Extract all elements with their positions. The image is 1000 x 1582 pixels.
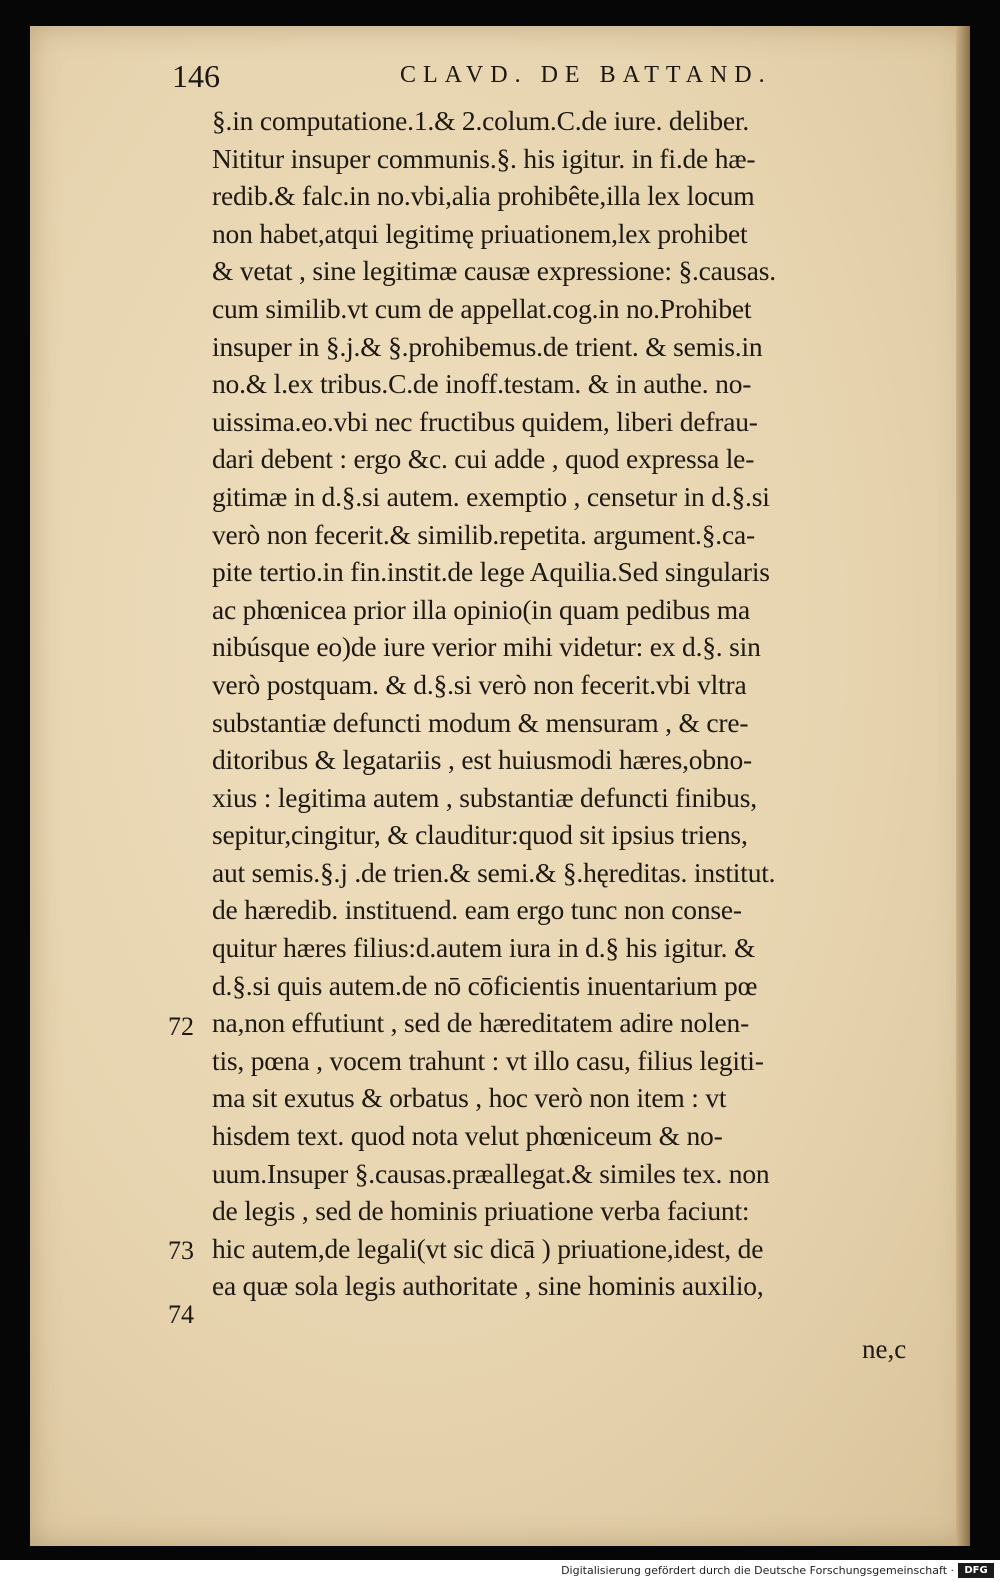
text-line: de hæredib. instituend. eam ergo tunc non conse- [212,894,742,926]
text-line: ma sit exutus & orbatus , hoc verò non item : vt [212,1082,727,1114]
page-number: 146 [172,58,220,94]
text-line: pite tertio.in fin.instit.de lege Aquilia.Sed singularis [212,556,770,588]
text-line: hic autem,de legali(vt sic dicā ) priuatione,idest, de [212,1232,764,1264]
text-line: §.in computatione.1.& 2.colum.C.de iure. deliber. [212,105,750,136]
catchword: ne,c [862,1334,907,1364]
text-line: d.§.si quis autem.de nō cōficientis inuentarium pœ [212,969,758,1001]
text-line: no.& l.ex tribus.C.de inoff.testam. & in authe. no- [212,368,752,400]
footer-credit: Digitalisierung gefördert durch die Deutsche Forschungsgemeinschaft · [561,1564,954,1577]
margin-note: 72 [168,1012,194,1041]
text-line: sepitur,cingitur, & clauditur:quod sit ipsius triens, [212,819,748,851]
text-line: Nititur insuper communis.§. his igitur. in fi.de hæ- [212,142,756,174]
text-line: redib.& falc.in no.vbi,alia prohibête,illa lex locum [212,180,755,212]
text-line: de legis , sed de hominis priuatione verba faciunt: [212,1195,750,1227]
text-line: dari debent : ergo &c. cui adde , quod expressa le- [212,443,755,475]
text-line: ditoribus & legatariis , est huiusmodi hæres,obno- [212,744,752,776]
text-line: nibúsque eo)de iure verior mihi videtur: ex d.§. sin [212,631,761,663]
text-line: & vetat , sine legitimæ causæ expressione: §.causas. [212,255,776,287]
margin-note: 73 [168,1236,194,1265]
text-line: verò postquam. & d.§.si verò non fecerit.vbi vltra [212,668,747,700]
text-line: na,non effutiunt , sed de hæreditatem adire nolen- [212,1007,750,1039]
running-title: CLAVD. DE BATTAND. [400,62,772,88]
page-edge [956,26,970,1546]
text-line: aut semis.§.j .de trien.& semi.& §.hęreditas. institut. [212,856,776,888]
running-head [172,58,812,98]
text-line: tis, pœna , vocem trahunt : vt illo casu, filius legiti- [212,1044,764,1076]
margin-note: 74 [168,1300,194,1329]
text-line: verò non fecerit.& similib.repetita. argument.§.ca- [212,518,755,550]
text-line: uissima.eo.vbi nec fructibus quidem, liberi defrau- [212,405,758,437]
text-line: substantiæ defuncti modum & mensuram , & cre- [212,706,749,738]
dfg-logo: DFG [958,1563,994,1578]
text-line: ea quæ sola legis authoritate , sine hominis auxilio, [212,1270,764,1302]
text-line: cum similib.vt cum de appellat.cog.in no.Prohibet [212,292,752,324]
footer-bar [0,1560,1000,1582]
text-line: insuper in §.j.& §.prohibemus.de trient. & semis.in [212,330,763,362]
text-line: non habet,atqui legitimę priuationem,lex prohibet [212,217,748,249]
text-line: uum.Insuper §.causas.præallegat.& similes tex. non [212,1157,770,1189]
text-line: quitur hæres filius:d.autem iura in d.§ his igitur. & [212,932,756,964]
text-line: hisdem text. quod nota velut phœniceum & no- [212,1120,723,1152]
text-line: xius : legitima autem , substantiæ defuncti finibus, [212,781,757,813]
text-block [212,102,912,1305]
text-line: ac phœnicea prior illa opinio(in quam pedibus ma [212,593,750,625]
text-line: gitimæ in d.§.si autem. exemptio , censetur in d.§.si [212,480,770,512]
